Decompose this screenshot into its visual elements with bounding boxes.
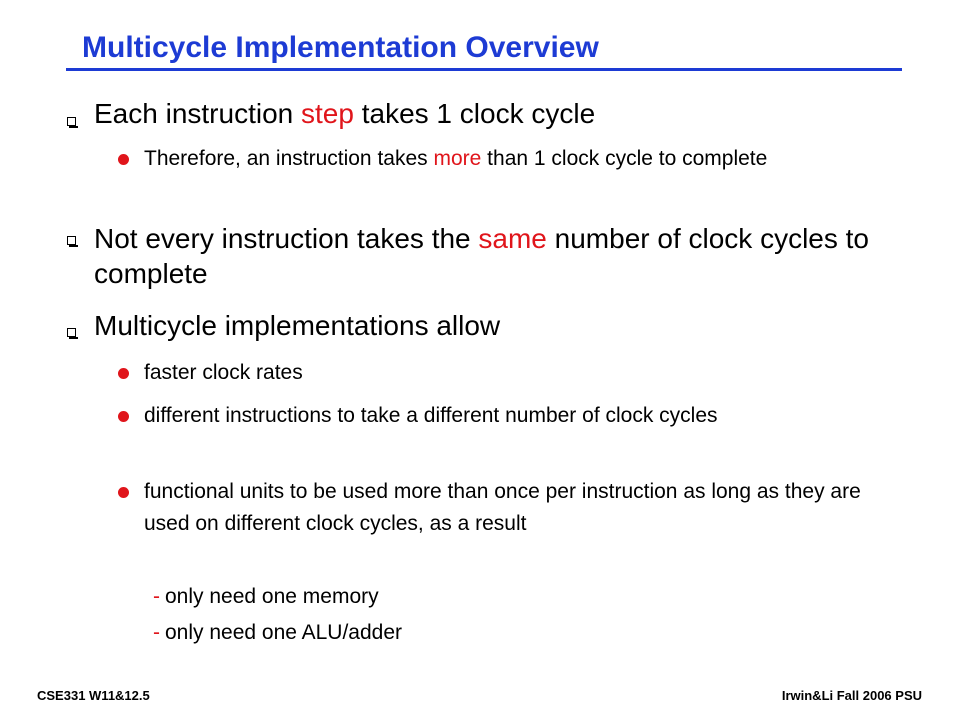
dash-bullet-icon: -	[153, 621, 160, 644]
bullet-2	[94, 221, 924, 291]
dash-bullet-icon: -	[153, 585, 160, 608]
bullet-2-highlight: same	[478, 223, 547, 254]
square-bullet-icon	[67, 328, 76, 337]
sub-bullet-1-1-highlight: more	[433, 147, 482, 170]
round-bullet-icon	[118, 154, 129, 165]
footer-credit: Irwin&Li Fall 2006 PSU	[781, 688, 922, 703]
square-bullet-icon	[67, 236, 76, 245]
sub-bullet-1-1-text-a: Therefore, an instruction takes	[144, 147, 434, 170]
square-bullet-icon	[67, 117, 76, 126]
sub-bullet-3-1: faster clock rates	[144, 361, 303, 384]
sub-sub-bullet-2: only need one ALU/adder	[165, 621, 403, 644]
sub-bullet-1-1-text-b: than 1 clock cycle to complete	[481, 147, 768, 170]
round-bullet-icon	[118, 368, 129, 379]
sub-bullet-3-3: functional units to be used more than once per instruction as long as they are used on different clock cycles, as a result	[144, 480, 861, 535]
sub-bullet-3-2: different instructions to take a different number of clock cycles	[144, 404, 718, 427]
bullet-1-text-b: takes 1 clock cycle	[353, 98, 596, 129]
bullet-2-text-a: Not every instruction takes the	[94, 223, 479, 254]
bullet-1-highlight: step	[301, 98, 354, 129]
slide-title: Multicycle Implementation Overview	[82, 31, 599, 64]
round-bullet-icon	[118, 487, 129, 498]
sub-sub-bullet-1: only need one memory	[165, 585, 379, 608]
bullet-1-text-a: Each instruction	[94, 98, 301, 129]
sub-bullet-1-1	[144, 143, 904, 175]
bullet-3: Multicycle implementations allow	[94, 310, 501, 341]
bullet-2-text-b: number of clock cycles to complete	[94, 223, 869, 289]
bullet-1	[94, 96, 924, 131]
round-bullet-icon	[118, 411, 129, 422]
footer-course: CSE331 W11&12.5	[37, 688, 150, 703]
